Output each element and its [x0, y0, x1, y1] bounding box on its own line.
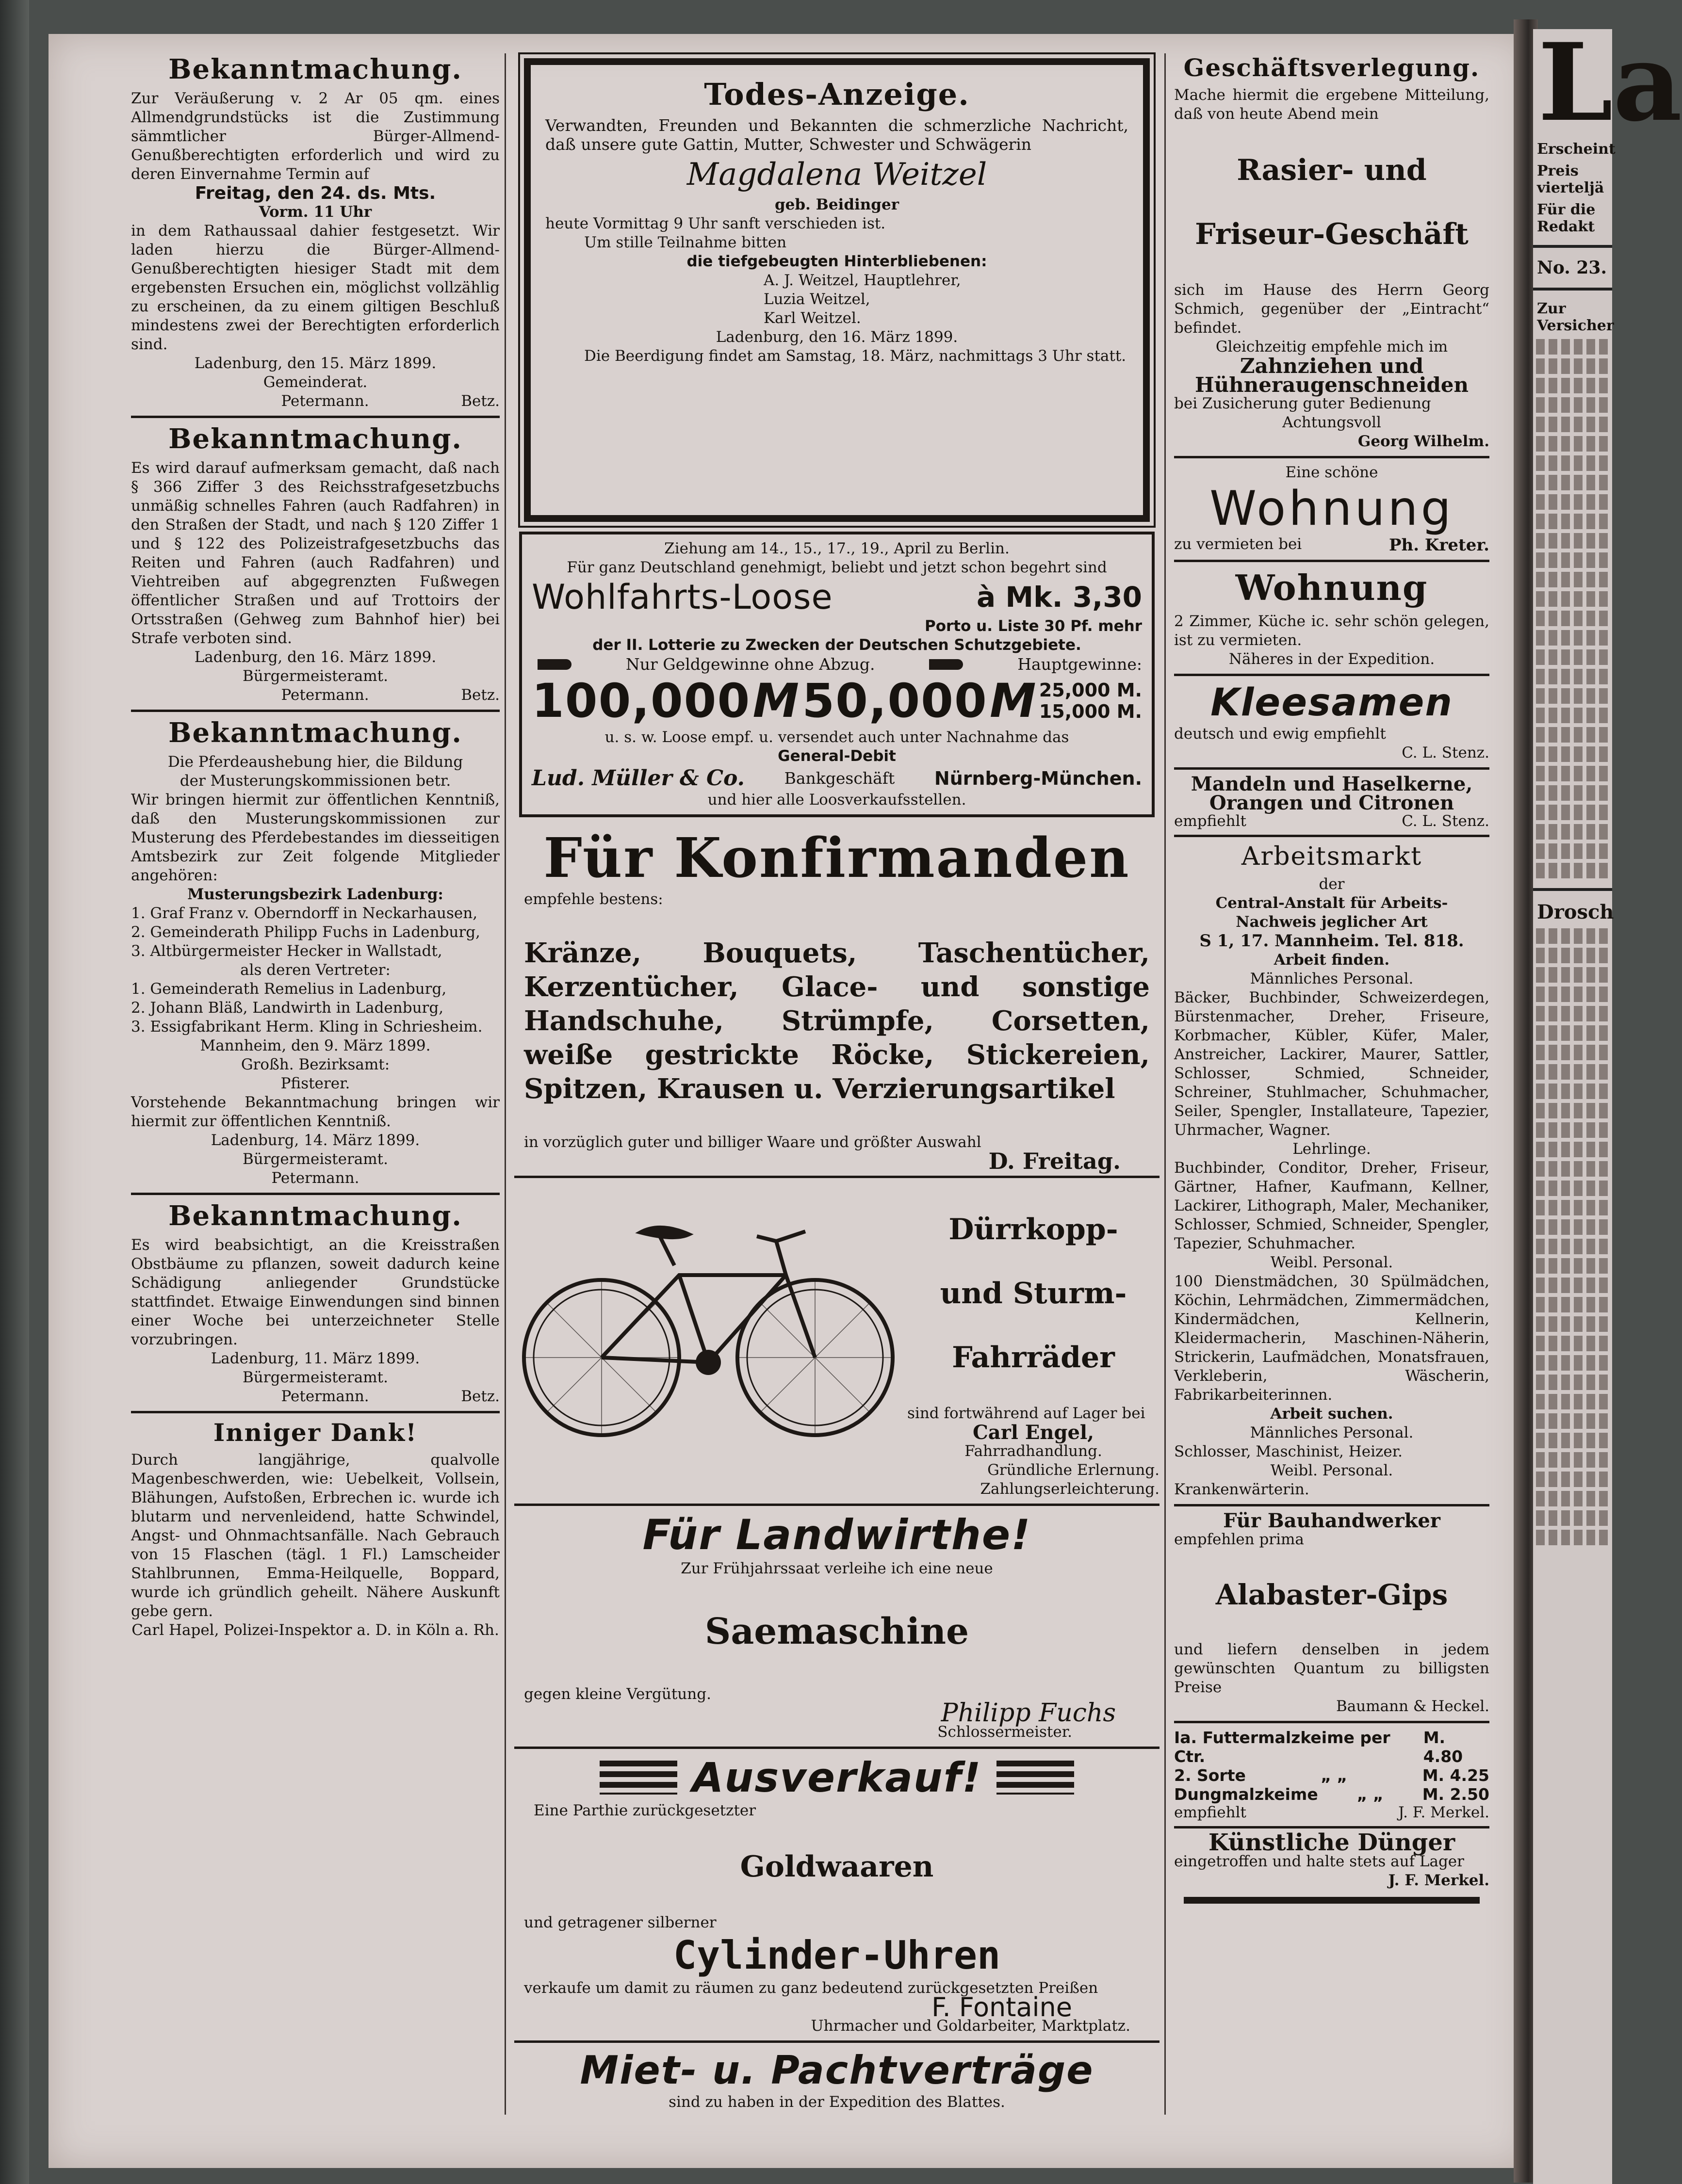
ad-title-1: Mandeln und Haselkerne, — [1191, 773, 1473, 795]
ad-note: in vorzüglich guter und billiger Waare und größter Auswahl — [524, 1133, 981, 1151]
death-name: Magdalena Weitzel — [686, 157, 987, 193]
notice-text-2: Vorstehende Bekanntmachung bringen wir hiermit zur öffentlichen Kenntniß. — [131, 1094, 500, 1130]
labor-seek: Arbeit suchen. — [1270, 1405, 1393, 1423]
divider — [131, 416, 500, 418]
labor-apprentices: Lehrlinge. — [1292, 1140, 1371, 1158]
currency-mark: M — [990, 674, 1037, 728]
section-heading: Drosch — [1537, 901, 1614, 923]
labor-apprentice-list: Buchbinder, Conditor, Dreher, Friseur, Gärtner, Hafner, Kaufmann, Kellner, Lackirer, Lithograph, Maler, Mechaniker, Schlosser, Schmied, Schneider, Spengler, Tapezier, Schuhmacher. — [1174, 1159, 1489, 1252]
death-text-3: Um stille Teilnahme bitten — [584, 234, 787, 251]
malt-row-2-price: M. 4.25 — [1422, 1766, 1489, 1785]
malt-ditto: „ „ — [1321, 1766, 1348, 1785]
bike-text: sind fortwährend auf Lager bei — [907, 1405, 1145, 1422]
ad-text: Durch langjährige, qualvolle Magenbeschwerden, wie: Uebelkeit, Vollsein, Blähungen, Aufstoßen, Erbrechen ic. wurde ich blutarm und nervenleidend, hatte Schwindel, Angst- und Ohnmachtsanfälle. Nach Gebrauch von 15 Flaschen (tägl. 1 Fl.) Lamscheider Stahlbrunnen, Emma-Heilquelle, Boppard, wurde ich gründlich geheilt. Nähere Auskunft gebe gern. — [131, 1451, 500, 1620]
malt-row-3-price: M. 2.50 — [1422, 1785, 1489, 1804]
ad-text: Eine Parthie zurückgesetzter — [534, 1802, 756, 1819]
pointing-hand-icon — [538, 659, 572, 670]
ad-text-2: und getragener silberner — [524, 1914, 717, 1931]
notice-sign-2: Betz. — [461, 686, 500, 704]
ad-sign: C. L. Stenz. — [1402, 744, 1489, 761]
currency-mark: M — [752, 674, 800, 728]
malt-row-3-label: Dungmalzkeime — [1174, 1785, 1318, 1804]
notice-place-2: Ladenburg, 14. März 1899. — [211, 1132, 420, 1149]
ad-contracts — [514, 2048, 1159, 2112]
ad-sale — [514, 1754, 1159, 2036]
lottery-ad — [519, 532, 1155, 817]
lottery-bank: Bankgeschäft — [784, 769, 895, 788]
notice-traffic — [131, 423, 500, 705]
bike-name: Carl Engel, — [972, 1421, 1094, 1444]
lottery-line-4a: Nur Geldgewinne ohne Abzug. — [625, 655, 875, 674]
ad-sign: Carl Hapel, Polizei-Inspektor a. D. in Köln a. Rh. — [131, 1621, 499, 1639]
divider — [514, 2040, 1159, 2043]
labor-male-2: Männliches Personal. — [1250, 1424, 1414, 1441]
ad-items: Kränze, Bouquets, Taschentücher, Kerzentücher, Glace- und sonstige Handschuhe, Strümpfe, Corsetten, weiße gestrickte Röcke, Stickereien, Spitzen, Krausen u. Verzierungsartikel — [524, 937, 1150, 1105]
divider — [1174, 1826, 1489, 1828]
ad-text: deutsch und ewig empfiehlt — [1174, 725, 1386, 743]
ad-farmers — [514, 1511, 1159, 1742]
list-item: 1. Graf Franz v. Oberndorff in Neckarhausen, — [131, 905, 478, 922]
list-item: A. J. Weitzel, Hauptlehrer, — [764, 272, 961, 289]
column-rule-1 — [505, 53, 506, 2115]
divider — [131, 1193, 500, 1195]
ad-item-2: Hühneraugenschneiden — [1194, 373, 1469, 397]
ad-title: Geschäftsverlegung. — [1183, 53, 1480, 82]
ad-text-2: Näheres in der Expedition. — [1228, 650, 1435, 668]
column-left — [131, 53, 500, 1640]
decorative-stripes — [600, 1761, 677, 1795]
lottery-prize-3: 25,000 M. — [1039, 679, 1142, 701]
notice-district: Musterungsbezirk Ladenburg: — [187, 886, 443, 903]
ad-flat-1 — [1174, 463, 1489, 555]
notice-horses — [131, 717, 500, 1188]
notice-org: Großh. Bezirksamt: — [241, 1056, 390, 1073]
lottery-debit: General-Debit — [778, 747, 896, 765]
ad-labor-market — [1174, 842, 1489, 1499]
labor-male: Männliches Personal. — [1250, 970, 1414, 987]
labor-female-list: 100 Dienstmädchen, 30 Spülmädchen, Köchin, Lehrmädchen, Zimmermädchen, Kindermädchen, Kellnerin, Kleidermacherin, Maschinen-Näherin, Strickerin, Laufmädchen, Monatsfrauen, Verkleberin, Wäscherin, Fabrikarbeiterinnen. — [1174, 1273, 1489, 1404]
divider — [1174, 456, 1489, 458]
ad-text-2: sich im Hause des Herrn Georg Schmich, gegenüber der „Eintracht“ befindet. — [1174, 281, 1489, 337]
ad-title: Für Landwirthe! — [642, 1511, 1031, 1559]
ad-nuts — [1174, 775, 1489, 830]
lottery-prize-4: 15,000 M. — [1039, 701, 1142, 722]
ad-job: Uhrmacher und Goldarbeiter, Marktplatz. — [811, 2017, 1130, 2035]
ad-title: Für Bauhandwerker — [1223, 1509, 1440, 1532]
notice-allmend — [131, 53, 500, 411]
ad-relocation — [1174, 53, 1489, 451]
ad-thanks — [131, 1418, 500, 1640]
list-item: 2. Johann Bläß, Landwirth in Ladenburg, — [131, 999, 444, 1017]
ad-fertilizer — [1174, 1829, 1489, 1890]
labor-line-2: Central-Anstalt für Arbeits- — [1215, 894, 1448, 912]
death-text: Verwandten, Freunden und Bekannten die schmerzliche Nachricht, daß unsere gute Gattin, Mutter, Schwester und Schwägerin — [545, 116, 1128, 154]
column-middle — [514, 53, 1159, 2112]
labor-male-list: Bäcker, Buchbinder, Schweizerdegen, Bürstenmacher, Dreher, Friseure, Korbmacher, Kübler, Küfer, Maler, Anstreicher, Lackirer, Maurer, Sattler, Schlosser, Schmied, Schneider, Schreiner, Stuhlmacher, Schuhmacher, Seiler, Spengler, Installateure, Tapezier, Uhrmacher, Wagner. — [1174, 989, 1489, 1139]
bike-extra-2: Zahlungserleichterung. — [980, 1480, 1159, 1498]
divider — [1174, 835, 1489, 837]
notice-org: Bürgermeisteramt. — [243, 667, 388, 685]
list-item: 1. Gemeinderath Remelius in Ladenburg, — [131, 980, 447, 998]
ad-text: Mache hiermit die ergebene Mitteilung, daß von heute Abend mein — [1174, 86, 1489, 123]
ad-text: empfiehlt — [1174, 1804, 1246, 1821]
ad-sign: D. Freitag. — [988, 1148, 1121, 1174]
issue-info: Preis vierteljä — [1537, 162, 1604, 196]
notice-sign: Petermann. — [281, 392, 369, 410]
ad-title: Ausverkauf! — [692, 1754, 982, 1801]
ad-item: Alabaster-Gips — [1215, 1578, 1448, 1611]
ad-text: eingetroffen und halte stets auf Lager — [1174, 1853, 1464, 1870]
ad-sign: C. L. Stenz. — [1402, 812, 1489, 830]
death-funeral: Die Beerdigung findet am Samstag, 18. März, nachmittags 3 Uhr statt. — [584, 347, 1127, 365]
ad-sign: J. F. Merkel. — [1398, 1804, 1489, 1821]
notice-org: Bürgermeisteramt. — [243, 1369, 388, 1386]
death-born: geb. Beidinger — [774, 196, 899, 213]
column-right — [1174, 53, 1489, 1910]
notice-place: Ladenburg, den 16. März 1899. — [194, 648, 437, 666]
lottery-line-1: Ziehung am 14., 15., 17., 19., April zu Berlin. — [664, 540, 1010, 557]
notice-sign-2: Petermann. — [271, 1169, 359, 1187]
adjacent-page — [1533, 19, 1682, 2184]
ad-job: Schlossermeister. — [937, 1723, 1072, 1741]
issue-info: Für die Redakt — [1537, 201, 1596, 235]
ad-title-2: Orangen und Citronen — [1209, 792, 1454, 814]
issue-info: Erscheint — [1537, 141, 1616, 158]
notice-org-2: Bürgermeisteramt. — [243, 1150, 388, 1168]
notice-sign-2: Betz. — [461, 392, 500, 410]
section-heading: Zur Versicher — [1537, 300, 1614, 334]
ad-bicycles — [514, 1183, 1159, 1499]
divider — [1174, 1721, 1489, 1723]
column-rule-2 — [1164, 53, 1166, 2115]
lottery-prize-2: 50,000 — [802, 674, 988, 728]
ad-title: Künstliche Dünger — [1208, 1829, 1455, 1856]
lottery-prize-1: 100,000 — [532, 674, 751, 728]
notice-time: Vorm. 11 Uhr — [259, 203, 372, 221]
divider — [1174, 1504, 1489, 1506]
notice-title: Bekanntmachung. — [168, 423, 462, 455]
notice-text-2: in dem Rathaussaal dahier festgesetzt. Wir laden hierzu die Bürger-Allmend-Genußberechtigten hiesiger Stadt mit dem ergebensten Ersuchen ein, möglichst vollzählig zu erscheinen, da zu einem giltigen Beschluß mindestens zwei der Berechtigten erforderlich sind. — [131, 222, 500, 353]
notice-org: Gemeinderat. — [263, 373, 368, 391]
ad-malt — [1174, 1728, 1489, 1821]
lottery-line-3: der II. Lotterie zu Zwecken der Deutschen Schutzgebiete. — [592, 636, 1081, 654]
labor-female-2-list: Krankenwärterin. — [1174, 1481, 1309, 1498]
ad-title: Wohnung — [1209, 481, 1454, 536]
mourners-list — [545, 271, 1128, 328]
death-notice — [524, 58, 1150, 522]
ad-title-2: Rasier- und — [1237, 153, 1427, 187]
notice-text: Es wird darauf aufmerksam gemacht, daß nach § 366 Ziffer 3 des Reichsstrafgesetzbuchs unmäßig schnelles Fahren (auch Radfahren) in den Straßen der Stadt, und nach § 120 Ziffer 1 und § 122 des Polizeistrafgesetzbuchs das Reiten und Fahren (auch Radfahren) und Viehtreiben auf abgegrenzten Fußwegen öffentlicher Straßen und auf Trottoirs der Ortsstraßen (Gehweg zum Bahnhof hier) bei Strafe verboten sind. — [131, 459, 500, 647]
ad-title-3: Friseur-Geschäft — [1195, 217, 1469, 251]
death-place: Ladenburg, den 16. März 1899. — [716, 328, 958, 346]
ad-title: Arbeitsmarkt — [1241, 842, 1422, 871]
labor-male-2-list: Schlosser, Maschinist, Heizer. — [1174, 1443, 1403, 1460]
deputy-list — [131, 980, 500, 1036]
lottery-price: à Mk. 3,30 — [977, 581, 1142, 614]
notice-subject: Die Pferdeaushebung hier, die Bildung der Musterungskommissionen betr. — [167, 753, 463, 790]
ad-sign: Georg Wilhelm. — [1357, 433, 1489, 450]
list-item: Karl Weitzel. — [764, 309, 861, 327]
lottery-line-2: Für ganz Deutschland genehmigt, beliebt und jetzt schon begehrt sind — [567, 559, 1107, 576]
divider — [1533, 888, 1612, 891]
notice-sign: Pfisterer. — [280, 1075, 350, 1092]
ad-flat-2 — [1174, 567, 1489, 669]
list-item: 2. Gemeinderath Philipp Fuchs in Ladenburg, — [131, 923, 480, 941]
malt-row-1-price: M. 4.80 — [1423, 1728, 1463, 1766]
notice-place: Ladenburg, 11. März 1899. — [211, 1350, 420, 1367]
labor-line-1: der — [1319, 875, 1345, 893]
ad-sign: Baumann & Heckel. — [1336, 1698, 1489, 1715]
malt-ditto: „ „ — [1356, 1785, 1384, 1804]
ad-title: Wohnung — [1235, 567, 1428, 608]
list-item: 3. Altbürgermeister Hecker in Wallstadt, — [131, 942, 442, 960]
ad-text: zu vermieten bei — [1174, 535, 1302, 553]
member-list — [131, 904, 500, 961]
ad-text-4: bei Zusicherung guter Bedienung — [1174, 395, 1431, 412]
masthead-fragment: La — [1538, 19, 1682, 145]
malt-row-2-label: 2. Sorte — [1174, 1766, 1246, 1785]
ad-text-2: gegen kleine Vergütung. — [524, 1685, 711, 1703]
ad-name: F. Fontaine — [931, 1992, 1072, 2022]
ad-regards: Achtungsvoll — [1282, 414, 1381, 431]
ad-name: Ph. Kreter. — [1388, 535, 1489, 555]
ad-pre: Eine schöne — [1285, 464, 1378, 481]
ad-text-2: und liefern denselben in jedem gewünschten Quantum zu billigsten Preise — [1174, 1641, 1489, 1696]
ad-text: empfiehlt — [1174, 812, 1246, 830]
ad-sign: J. F. Merkel. — [1388, 1872, 1489, 1889]
ad-title: Für Konfirmanden — [543, 826, 1130, 890]
notice-place: Ladenburg, den 15. März 1899. — [194, 355, 437, 372]
notice-title: Bekanntmachung. — [168, 717, 462, 749]
ad-title: Miet- u. Pachtverträge — [580, 2048, 1094, 2093]
ad-text: sind zu haben in der Expedition des Blattes. — [669, 2093, 1005, 2111]
notice-trees — [131, 1200, 500, 1406]
ad-intro: empfehle bestens: — [524, 890, 663, 908]
bike-title-2: und Sturm- — [940, 1277, 1127, 1310]
deputy-heading: als deren Vertreter: — [240, 961, 391, 979]
death-text-2: heute Vormittag 9 Uhr sanft verschieden ist. — [545, 215, 886, 232]
notice-date: Freitag, den 24. ds. Mts. — [195, 183, 436, 203]
divider — [131, 710, 500, 712]
bicycle-illustration — [514, 1188, 902, 1440]
ad-text: Zur Frühjahrssaat verleihe ich eine neue — [681, 1560, 993, 1577]
ad-title: Kleesamen — [1210, 681, 1453, 725]
lottery-city: Nürnberg-München. — [934, 767, 1142, 789]
labor-address: S 1, 17. Mannheim. Tel. 818. — [1199, 931, 1464, 951]
notice-sign-2: Betz. — [461, 1388, 500, 1405]
divider — [514, 1176, 1159, 1178]
notice-title: Bekanntmachung. — [168, 53, 462, 85]
bike-title-3: Fahrräder — [952, 1341, 1115, 1375]
lottery-line-4b: Hauptgewinne: — [1017, 655, 1142, 674]
notice-text: Wir bringen hiermit zur öffentlichen Kenntniß, daß den Musterungskommissionen zur Musterung des Pferdebestandes im diesseitigen Amtsbezirk zur Zeit folgende Mitglieder angehören: — [131, 791, 500, 884]
ad-text: 2 Zimmer, Küche ic. sehr schön gelegen, ist zu vermieten. — [1174, 613, 1489, 649]
bike-extra-1: Gründliche Erlernung. — [987, 1461, 1159, 1479]
notice-title: Bekanntmachung. — [168, 1200, 462, 1232]
malt-row-1-label: Ia. Futtermalzkeime per Ctr. — [1174, 1728, 1390, 1766]
divider — [1174, 560, 1489, 562]
ad-text-3: verkaufe um damit zu räumen zu ganz bedeutend zurückgesetzten Preißen — [524, 1979, 1098, 1997]
lottery-seller: Lud. Müller & Co. — [532, 766, 745, 791]
list-item: 3. Essigfabrikant Herm. Kling in Schriesheim. — [131, 1018, 483, 1035]
notice-place: Mannheim, den 9. März 1899. — [200, 1037, 431, 1054]
divider — [1184, 1897, 1480, 1904]
list-item: Luzia Weitzel, — [764, 291, 870, 308]
mourners-heading: die tiefgebeugten Hinterbliebenen: — [686, 253, 987, 270]
ad-text-3: Gleichzeitig empfehle mich im — [1215, 338, 1448, 356]
divider — [1174, 767, 1489, 770]
divider — [514, 1747, 1159, 1749]
ad-title: Inniger Dank! — [213, 1418, 418, 1447]
ad-text: empfehlen prima — [1174, 1531, 1304, 1548]
lottery-porto: Porto u. Liste 30 Pf. mehr — [924, 617, 1142, 635]
notice-text: Zur Veräußerung v. 2 Ar 05 qm. eines Allmendgrundstücks ist die Zustimmung sämmtlicher Bürger-Allmend-Genußberechtigten erforderlich und wird zu deren Einvernahme Termin auf — [131, 90, 500, 183]
ad-confirmation — [514, 826, 1159, 1174]
notice-text: Es wird beabsichtigt, an die Kreisstraßen Obstbäume zu pflanzen, soweit dadurch keine Schädigung anliegender Grundstücke stattfindet. Etwaige Einwendungen sind binnen einer Woche bei unterzeichneter Stelle vorzubringen. — [131, 1236, 500, 1348]
divider — [1174, 674, 1489, 676]
divider — [1533, 288, 1612, 291]
ad-name: Philipp Fuchs — [941, 1699, 1116, 1728]
ad-item-2: Cylinder-Uhren — [673, 1933, 1001, 1978]
ad-gypsum — [1174, 1511, 1489, 1716]
issue-number: No. 23. — [1537, 258, 1607, 278]
labor-line-3: Nachweis jeglicher Art — [1236, 913, 1428, 931]
lottery-line-6: und hier alle Loosverkaufsstellen. — [707, 791, 966, 809]
ad-item: Saemaschine — [704, 1611, 969, 1652]
lottery-title: Wohlfahrts-Loose — [532, 577, 833, 617]
labor-female: Weibl. Personal. — [1270, 1254, 1393, 1271]
death-title: Todes-Anzeige. — [704, 77, 970, 112]
book-binding — [0, 0, 29, 2184]
divider — [1533, 245, 1612, 248]
bike-business: Fahrradhandlung. — [964, 1442, 1102, 1460]
notice-sign: Petermann. — [281, 686, 369, 704]
divider — [514, 1504, 1159, 1506]
labor-female-2: Weibl. Personal. — [1270, 1462, 1393, 1479]
lottery-line-5: u. s. w. Loose empf. u. versendet auch unter Nachnahme das — [604, 728, 1069, 746]
ad-clover — [1174, 681, 1489, 762]
bike-title-1: Dürrkopp- — [948, 1213, 1118, 1246]
decorative-stripes — [996, 1761, 1074, 1795]
labor-find: Arbeit finden. — [1274, 951, 1390, 969]
divider — [131, 1411, 500, 1413]
notice-sign: Petermann. — [281, 1388, 369, 1405]
pointing-hand-icon — [929, 659, 963, 670]
ad-item-1: Goldwaaren — [740, 1850, 934, 1884]
ad-item-1: Zahnziehen und — [1240, 354, 1424, 378]
